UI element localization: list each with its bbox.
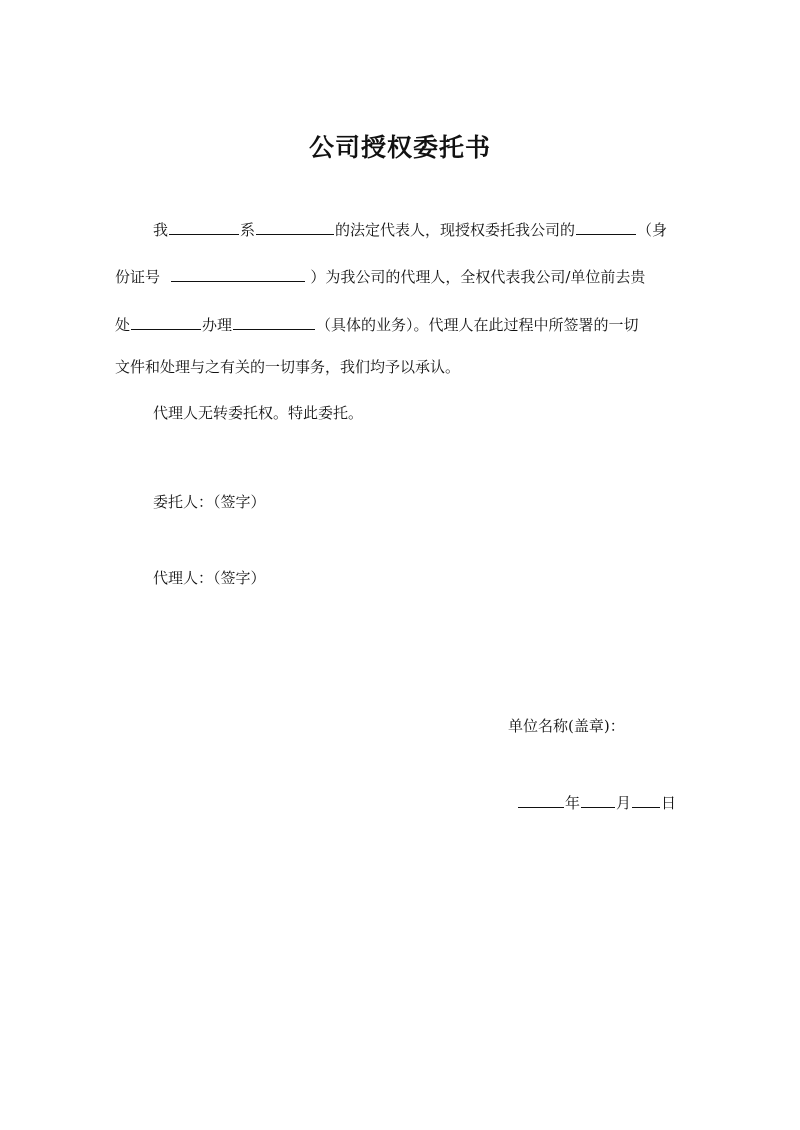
para1-line3	[115, 314, 639, 335]
day-blank	[632, 792, 660, 808]
org-seal-label: 单位名称(盖章)：	[508, 717, 625, 735]
agent-name-blank	[576, 219, 636, 235]
text-segment: （身	[637, 221, 668, 239]
text-segment: 办理	[202, 316, 233, 334]
text-segment: （具体的业务）。代理人在此过程中所签署的一切	[316, 316, 639, 334]
principal-signature-label: 委托人：（签字）	[153, 493, 266, 511]
text-segment: 份证号	[115, 268, 161, 286]
text-segment: ）为我公司的代理人，全权代表我公司/单位前去贵	[310, 268, 646, 286]
para1-line4: 文件和处理与之有关的一切事务，我们均予以承认。	[115, 358, 461, 376]
para1-line2	[115, 266, 645, 287]
text-segment: 处	[115, 316, 131, 334]
month-blank	[581, 792, 615, 808]
business-blank	[233, 314, 315, 330]
date-line	[517, 792, 676, 813]
day-label: 日	[661, 794, 677, 812]
place-blank	[131, 314, 201, 330]
agent-signature-label: 代理人：（签字）	[153, 569, 266, 587]
company-blank	[256, 219, 334, 235]
year-blank	[518, 792, 564, 808]
month-label: 月	[616, 794, 632, 812]
document-title: 公司授权委托书	[308, 133, 491, 162]
para2: 代理人无转委托权。特此委托。	[153, 404, 364, 422]
id-number-blank	[171, 266, 305, 282]
text-segment: 的法定代表人，现授权委托我公司的	[335, 221, 576, 239]
text-segment: 系	[240, 221, 256, 239]
text-segment: 我	[153, 221, 169, 239]
name-blank	[169, 219, 239, 235]
para1-line1	[153, 219, 667, 240]
year-label: 年	[565, 794, 581, 812]
